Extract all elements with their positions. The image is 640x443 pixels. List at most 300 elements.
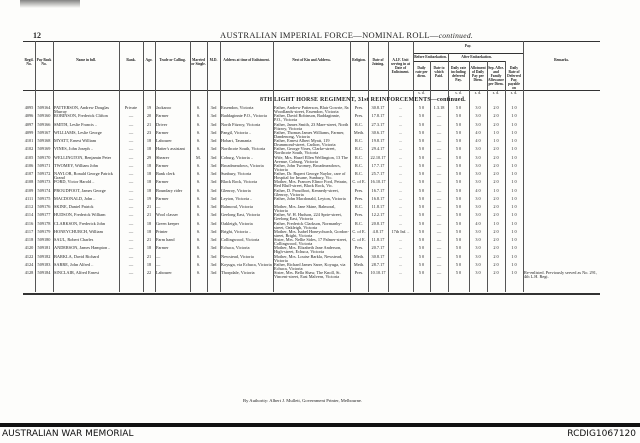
column-header-regtl: Regtl. No. — [24, 58, 34, 66]
row-address: Thorpdale, Victoria — [221, 271, 255, 275]
row-trade: Farmer — [156, 196, 169, 201]
row-unit: ... — [398, 196, 403, 201]
row-regtl: 4099 — [24, 130, 34, 135]
row-date: 22.10.17 — [370, 155, 386, 160]
row-p4: 3 0 — [475, 172, 481, 176]
row-trade: Wool classer — [156, 213, 178, 218]
row-kin: Mother, Mrs. Louise Barkla, Newstead, Victoria — [274, 254, 343, 263]
row-p5: 2 0 — [493, 271, 499, 275]
row-trade: — — [156, 205, 161, 209]
row-age: 21 — [146, 254, 152, 259]
row-address: Black Rock, Victoria — [221, 180, 258, 185]
row-p5: 2 0 — [493, 213, 499, 218]
row-age: 18 — [146, 262, 152, 267]
row-unit: ... — [398, 188, 403, 193]
row-trade: Farmer — [156, 180, 169, 185]
row-ms: S. — [196, 196, 201, 201]
row-p6: 1 0 — [511, 229, 517, 234]
row-age: 22 — [146, 271, 152, 275]
row-regtl: 4116 — [24, 221, 34, 226]
row-p6: 1 0 — [511, 262, 517, 267]
row-regtl: 4117 — [24, 229, 34, 234]
row-address: Leyton, Victoria .. — [221, 196, 253, 201]
row-date: 25.7.17 — [371, 172, 385, 176]
row-trade: Labourer — [156, 139, 172, 143]
row-p3: 5 0 — [455, 238, 462, 242]
currency-units: s. d. — [418, 91, 425, 95]
row-p2: — — [436, 114, 442, 119]
row-kin: Father, David Robinson, Baddaginnie, P.O., Victoria — [274, 114, 340, 123]
row-rel: C. of E. — [352, 238, 366, 242]
row-p6: 1 0 — [511, 155, 517, 160]
row-name: VINES, John Joseph .. — [54, 147, 93, 152]
row-p3: 5 0 — [455, 271, 462, 275]
row-trade: Farmer — [156, 246, 169, 251]
row-rel: Meth. — [353, 130, 365, 135]
row-p4: 3 0 — [475, 238, 481, 242]
row-regtl: 4097 — [24, 122, 34, 127]
row-rel: R.C. — [355, 147, 363, 152]
row-p5: 1 0 — [493, 188, 499, 193]
row-md: 3rd — [210, 172, 217, 176]
row-md: 3rd — [210, 205, 217, 209]
footer-source: AUSTRALIAN WAR MEMORIAL — [2, 429, 134, 439]
row-ms: S. — [196, 172, 201, 176]
row-p3: 5 0 — [455, 114, 462, 119]
row-regtl: 4111 — [24, 196, 34, 201]
row-rel: Meth. — [353, 262, 365, 267]
column-rule — [523, 41, 524, 292]
section-heading: 8TH LIGHT HORSE REGIMENT, 31st REINFORCEMENTS—continued. — [260, 97, 466, 103]
row-address: Echuca, Victoria — [221, 246, 250, 251]
row-rank: — — [128, 147, 134, 152]
row-name: SKINE, Daniel Patrick — [54, 205, 94, 209]
row-unit: ... — [398, 139, 403, 143]
row-unit: ... — [398, 130, 403, 135]
row-p1: 5 0 — [418, 188, 425, 193]
row-p2: — — [436, 122, 442, 127]
row-date: 28.7.17 — [371, 262, 385, 267]
row-rank: — — [128, 122, 134, 127]
row-p2: — — [436, 180, 442, 185]
row-p6: 1 0 — [511, 106, 517, 110]
row-date: 12.2.17 — [371, 213, 385, 218]
row-rel: R.C. — [355, 221, 363, 226]
row-regtl: 4102 — [24, 147, 34, 152]
row-md: 3rd — [210, 221, 217, 226]
pay-subgroup-rule — [413, 61, 505, 62]
row-p4: 3 0 — [475, 246, 481, 251]
row-p1: 5 0 — [418, 180, 425, 185]
row-p3: 5 0 — [455, 188, 462, 193]
row-name: MACDONALD, John .. — [54, 196, 96, 201]
row-p5: 2 0 — [493, 106, 499, 110]
row-p4: 3 0 — [475, 254, 481, 259]
row-address: Pangil, Victoria .. — [221, 130, 252, 135]
row-p5: 2 0 — [493, 122, 499, 127]
row-rank: — — [128, 262, 134, 267]
column-header-p3: Daily rate including deferred Pay. — [450, 66, 467, 82]
row-p6: 1 0 — [511, 196, 517, 201]
currency-units: s. d. — [455, 91, 462, 95]
row-rank: — — [128, 271, 134, 275]
row-p3: 5 0 — [455, 180, 462, 185]
column-header-remarks: Remarks. — [554, 58, 569, 62]
row-p6: 1 0 — [511, 271, 517, 275]
row-date: 16.8.17 — [371, 196, 385, 201]
row-md: 3rd — [210, 246, 217, 251]
row-kin: Father, D. Proudfoot, Kennedy-street, Glenroy, Victoria — [274, 188, 339, 197]
column-header-rel: Religion. — [352, 58, 366, 62]
row-unit: ... — [398, 271, 403, 275]
title-main: AUSTRALIAN IMPERIAL FORCE—NOMINAL ROLL— — [220, 30, 439, 40]
row-age: 18 — [146, 139, 152, 143]
row-p3: 5 0 — [455, 262, 462, 267]
row-ms: S. — [196, 262, 201, 267]
row-trade: Shearer — [156, 155, 170, 160]
row-md: 3rd — [210, 238, 217, 242]
page-number: 12 — [33, 31, 41, 40]
row-pay: 509177 — [37, 213, 51, 218]
row-date: 16.10.17 — [370, 180, 386, 185]
row-ms: S. — [196, 147, 201, 152]
row-ms: S. — [196, 238, 201, 242]
row-p1: 5 0 — [418, 147, 425, 152]
row-p1: 5 0 — [418, 221, 425, 226]
row-rank: — — [128, 221, 134, 226]
row-age: 19 — [146, 196, 152, 201]
row-md: 3rd — [210, 196, 217, 201]
row-date: 17.8.17 — [371, 114, 385, 119]
row-p4: 3 0 — [475, 155, 481, 160]
row-p1: 5 0 — [418, 106, 425, 110]
row-trade: — — [156, 254, 161, 259]
row-p6: 1 0 — [511, 172, 517, 176]
row-p3: 5 0 — [455, 221, 462, 226]
row-p6: 1 0 — [511, 122, 517, 127]
row-p5: 1 0 — [493, 130, 499, 135]
row-ms: S. — [196, 139, 201, 143]
row-p3: 5 0 — [455, 196, 462, 201]
row-name: NAYLOR, Ronald George Patrick Grand — [54, 172, 113, 180]
row-age: 18 — [146, 246, 152, 251]
row-p2: — — [436, 130, 442, 135]
page-title — [220, 30, 473, 40]
row-p2: — — [436, 155, 442, 160]
table-bottom-rule — [23, 293, 600, 295]
row-ms: S. — [196, 229, 201, 234]
before-embarkation-header: Before Embarkation. — [414, 55, 447, 59]
row-md: 3rd — [210, 163, 217, 168]
row-remarks: Re-enlisted. Previously served as No. 291, 4th L.H. Regt. — [524, 271, 598, 279]
row-name: WELLINGTON, Benjamin Peter — [54, 155, 112, 160]
row-p6: 1 0 — [511, 238, 517, 242]
row-pay: 509170 — [37, 155, 51, 160]
row-ms: S. — [196, 163, 201, 168]
row-p1: 5 0 — [418, 163, 425, 168]
row-name: FORD, Victor Harold .. — [54, 180, 95, 185]
row-pay: 509167 — [37, 130, 51, 135]
row-p5: 1 0 — [493, 139, 499, 143]
row-kin: Father, Andrew Patterson, Blair Gowrie, 8a Woodlands-street, Essendon, Victoria — [274, 106, 349, 114]
row-date: 17.7.17 — [371, 163, 385, 168]
row-trade: — — [156, 262, 161, 267]
row-p1: 5 0 — [418, 130, 425, 135]
row-p5: 1 0 — [493, 221, 499, 226]
row-unit: ... — [398, 147, 403, 152]
row-date: 27.3.17 — [371, 122, 385, 127]
column-header-kin: Next of Kin and Address. — [292, 58, 331, 62]
row-rank: — — [128, 114, 134, 119]
row-unit: ... — [398, 205, 403, 209]
row-rank: — — [128, 155, 134, 160]
row-address: Collingwood, Victoria — [221, 238, 260, 242]
row-p6: 1 0 — [511, 188, 517, 193]
row-p3: 5 0 — [455, 130, 462, 135]
printer-imprint: By Authority: Albert J. Mullett, Government Printer, Melbourne. — [243, 398, 363, 403]
row-rank: — — [128, 130, 134, 135]
row-age: 21 — [146, 122, 152, 127]
row-p5: 2 0 — [493, 114, 499, 119]
row-p2: — — [436, 196, 442, 201]
row-name: ROBINSON, Frederick Clifton — [54, 114, 108, 119]
column-header-p6: Daily Rate of Deferred Pay, payable on — [507, 66, 521, 89]
row-pay: 509182 — [37, 254, 51, 259]
footer-record-id: RCDIG1067120 — [567, 429, 636, 439]
row-age: 18 — [146, 229, 152, 234]
row-kin: Mother, Mrs. Isabel Honeychurch, Gordon-street, Bright, Victoria — [274, 229, 349, 238]
row-p1: 5 0 — [418, 262, 425, 267]
row-rel: R.C. — [355, 122, 363, 127]
row-md: 3rd — [210, 188, 217, 193]
row-ms: S. — [196, 114, 201, 119]
row-unit: ... — [398, 163, 403, 168]
row-p6: 1 0 — [511, 213, 517, 218]
row-rel: Pres. — [354, 196, 364, 201]
row-name: PATTERSON, Andrew Douglas Murray — [54, 106, 110, 114]
row-p2: — — [436, 221, 442, 226]
row-regtl: 4101 — [24, 139, 34, 143]
row-rel: C. of E. — [352, 180, 366, 185]
row-pay: 509169 — [37, 147, 51, 152]
row-p1: 5 0 — [418, 238, 425, 242]
row-name: HUDSON, Frederick William — [54, 213, 106, 218]
row-trade: Farm hand — [156, 238, 175, 242]
row-rel: Pres. — [354, 114, 364, 119]
row-age: 18 — [146, 172, 152, 176]
row-kin: Father, George Vines, Clarke-street, Northcote South, Victoria — [274, 147, 336, 156]
row-p3: 5 0 — [455, 147, 462, 152]
row-p4: 3 0 — [475, 163, 481, 168]
row-p6: 1 0 — [511, 246, 517, 251]
row-regtl: 4109 — [24, 188, 34, 193]
row-p2: — — [436, 213, 442, 218]
row-p4: 3 0 — [475, 122, 481, 127]
row-p2: — — [436, 246, 442, 251]
row-p2: — — [436, 238, 442, 242]
row-kin: Mother, Mrs. Jane Skine, Balmoral, Victoria — [274, 205, 336, 213]
row-ms: M. — [196, 155, 201, 160]
row-ms: S. — [196, 122, 201, 127]
after-embarkation-header: After Embarkation. — [461, 55, 492, 59]
row-unit: 17th Inf. .. — [391, 229, 410, 234]
row-md: 3rd — [210, 271, 217, 275]
row-trade: Farmer — [156, 163, 169, 168]
row-date: 4.8.17 — [372, 229, 384, 234]
row-regtl: 4108 — [24, 180, 34, 185]
row-pay: 509166 — [37, 122, 51, 127]
row-p5: 2 0 — [493, 180, 499, 185]
row-md: 3rd — [210, 155, 217, 160]
row-p4: 3 0 — [475, 229, 481, 234]
row-regtl: 4122 — [24, 254, 34, 259]
row-ms: S. — [196, 106, 201, 110]
row-ms: S. — [196, 213, 201, 218]
row-p6: 1 0 — [511, 114, 517, 119]
row-pay: 509179 — [37, 229, 51, 234]
column-header-ms: Married or Single. — [191, 58, 206, 66]
row-kin: Father, Dr. Rupert George Naylor, care of Hospital for Insane, Sunbury, Vic. — [274, 172, 346, 180]
row-p5: 2 0 — [493, 196, 499, 201]
row-p3: 5 0 — [455, 213, 462, 218]
row-rel: Pres. — [354, 106, 364, 110]
row-p6: 1 0 — [511, 130, 517, 135]
row-p4: 4 0 — [475, 221, 481, 226]
footer-bar — [0, 423, 640, 427]
row-pay: 509183 — [37, 262, 51, 267]
row-trade: Driver — [156, 122, 168, 127]
row-regtl: 4095 — [24, 106, 34, 110]
row-p5: 2 0 — [493, 155, 499, 160]
row-regtl: 4118 — [24, 238, 34, 242]
row-name: PROUDFOOT, James George — [54, 188, 106, 193]
row-p1: 5 0 — [418, 229, 425, 234]
row-md: 3rd — [210, 122, 217, 127]
row-p6: 1 0 — [511, 205, 517, 209]
row-regtl: 4112 — [24, 205, 34, 209]
row-p2: — — [436, 254, 442, 259]
row-p2: — — [436, 229, 442, 234]
row-p4: 3 0 — [475, 180, 481, 185]
row-p1: 5 0 — [418, 205, 425, 209]
row-p4: 3 0 — [475, 262, 481, 267]
row-rel: R.C. — [355, 155, 363, 160]
row-unit: ... — [398, 122, 403, 127]
row-kin: Sister, Mrs. Bella Shaw, The Knoll, St. Vincent-street, East Malvern, Victoria — [274, 271, 341, 279]
row-age: 18 — [146, 163, 152, 168]
row-age: 18 — [146, 221, 152, 226]
row-p4: 3 0 — [475, 114, 481, 119]
row-rel: C. of E. — [352, 229, 366, 234]
row-p1: 5 0 — [418, 196, 425, 201]
row-age: 19 — [146, 106, 152, 110]
row-trade: Green keeper — [156, 221, 180, 226]
row-unit: ... — [398, 221, 403, 226]
row-pay: 509178 — [37, 221, 51, 226]
row-unit: ... — [398, 172, 403, 176]
row-rank: Private — [124, 106, 138, 110]
row-trade: Hatter's assistant — [156, 147, 185, 152]
row-date: 20.7.17 — [371, 246, 385, 251]
row-p2: — — [436, 188, 442, 193]
column-header-md: M.D. — [209, 58, 218, 62]
row-unit: ... — [398, 106, 403, 110]
row-rank: — — [128, 172, 134, 176]
row-p4: 3 0 — [475, 213, 481, 218]
row-p3: 5 0 — [455, 229, 462, 234]
row-rel: Pres. — [354, 271, 364, 275]
row-md: 3rd — [210, 106, 217, 110]
column-header-pay: Pay Book No. — [36, 58, 52, 66]
row-p4: 3 0 — [475, 271, 481, 275]
row-p2: — — [436, 172, 442, 176]
row-p5: 2 0 — [493, 246, 499, 251]
row-age: 18 — [146, 188, 152, 193]
row-rel: R.C. — [355, 163, 363, 168]
row-address: Oakleigh, Victoria — [221, 221, 253, 226]
row-md: 3rd — [210, 229, 217, 234]
row-p4: 3 0 — [475, 205, 481, 209]
row-pay: 509181 — [37, 246, 51, 251]
currency-units: s. d. — [492, 91, 500, 95]
row-address: Geelong East, Victoria — [221, 213, 260, 218]
row-date: 19.8.17 — [371, 139, 385, 143]
row-ms: S. — [196, 221, 201, 226]
row-rel: Meth. — [353, 254, 365, 259]
row-rank: — — [128, 246, 134, 251]
column-header-age: Age. — [145, 58, 153, 62]
title-suffix: continued. — [438, 31, 474, 40]
row-rel: Pres. — [354, 213, 364, 218]
row-address: Koyuga, via Echuca, Victoria — [221, 262, 272, 267]
row-p1: 5 0 — [418, 271, 425, 275]
row-p4: 3 0 — [475, 106, 481, 110]
row-rel: Pres. — [354, 188, 364, 193]
row-age: 18 — [146, 180, 152, 185]
row-p4: 4 0 — [475, 188, 481, 193]
row-p4: 3 0 — [475, 196, 481, 201]
row-p5: 2 0 — [493, 229, 499, 234]
row-address: Essendon, Victoria — [221, 106, 254, 110]
row-kin: Mother, Mrs. Elizabeth Jane Anderson, High-street, Echuca, Victoria — [274, 246, 342, 255]
row-unit: ... — [398, 114, 403, 119]
row-regtl: 4124 — [24, 262, 34, 267]
row-pay: 509175 — [37, 196, 51, 201]
row-p6: 1 0 — [511, 147, 517, 152]
row-ms: S. — [196, 205, 201, 209]
row-rel: R.C. — [355, 139, 363, 143]
row-md: 3rd — [210, 130, 217, 135]
column-header-p2: Date to which Paid. — [433, 66, 445, 78]
row-md: 3rd — [210, 254, 217, 259]
row-p5: 2 0 — [493, 205, 499, 209]
row-unit: ... — [398, 238, 403, 242]
row-unit: ... — [398, 180, 403, 185]
column-header-rank: Rank. — [126, 58, 136, 62]
row-kin: Father, James Smith, 23 Mare-street, North Fitzroy, Victoria — [274, 122, 349, 131]
row-pay: 509168 — [37, 139, 51, 143]
row-p4: 4 0 — [475, 130, 481, 135]
row-name: SINCLAIR, Alfred Ernest — [54, 271, 99, 275]
row-pay: 509174 — [37, 188, 51, 193]
row-p3: 5 0 — [455, 205, 462, 209]
row-date: 29.4.17 — [371, 147, 385, 152]
row-rank: — — [128, 180, 134, 185]
row-pay: 509164 — [37, 106, 51, 110]
row-date: 30.8.17 — [371, 106, 385, 110]
row-p1: 5 0 — [418, 114, 425, 119]
row-rel: Pres. — [354, 246, 364, 251]
